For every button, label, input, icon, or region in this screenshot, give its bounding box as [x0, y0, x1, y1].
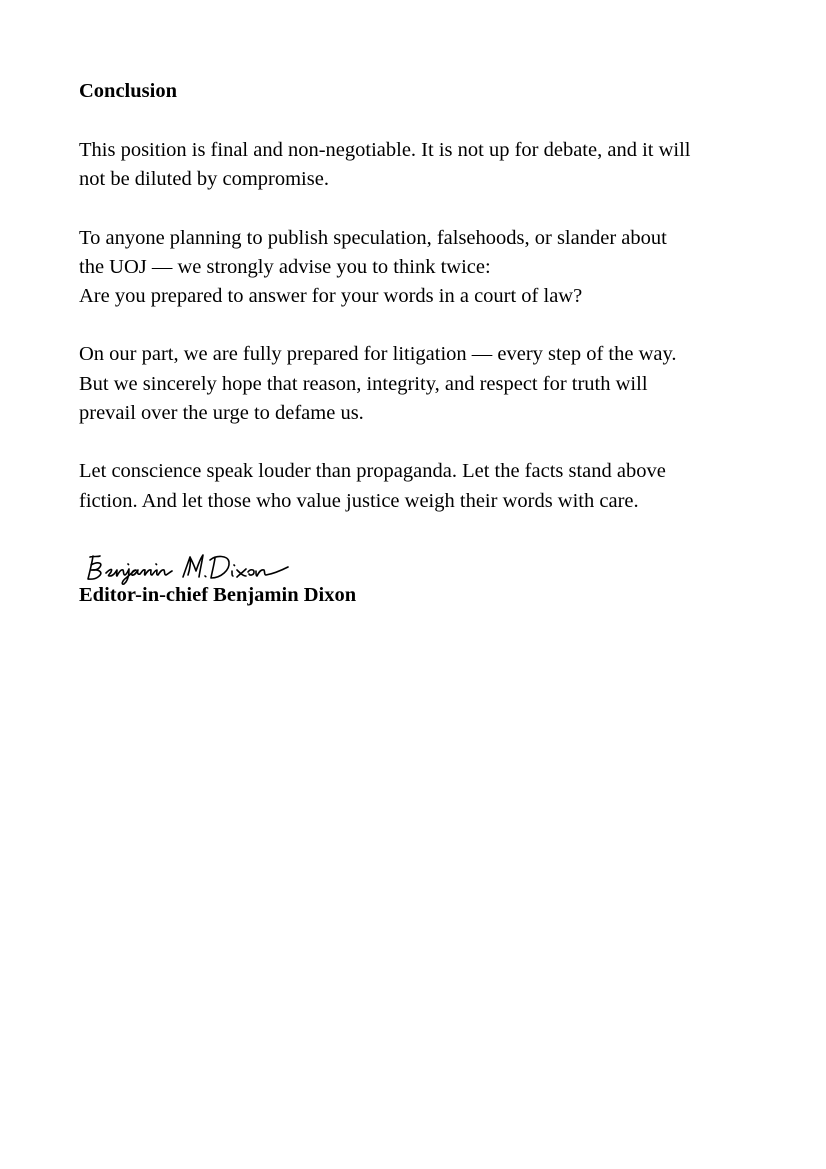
paragraph-line: This position is final and non-negotiable. It is not up for debate, and it will: [79, 139, 691, 161]
handwritten-signature: [82, 551, 297, 585]
paragraph-line: Let conscience speak louder than propaganda. Let the facts stand above: [79, 460, 666, 483]
signature-block: [79, 551, 759, 607]
paragraph-line: not be diluted by compromise.: [79, 168, 329, 191]
paragraph-line: Are you prepared to answer for your words in a court of law?: [79, 285, 583, 308]
paragraph-line: prevail over the urge to defame us.: [79, 402, 364, 425]
signer-name: Editor-in-chief Benjamin Dixon: [79, 583, 357, 606]
paragraph-line: On our part, we are fully prepared for litigation — every step of the way.: [79, 343, 677, 366]
paragraph-litigation: [79, 340, 759, 428]
paragraph-position: [79, 136, 759, 195]
paragraph-line: the UOJ — we strongly advise you to think twice:: [79, 255, 491, 278]
paragraph-line: fiction. And let those who value justice weigh their words with care.: [79, 489, 639, 512]
paragraph-warning: [79, 224, 759, 312]
paragraph-closing: [79, 457, 759, 516]
paragraph-line: But we sincerely hope that reason, integrity, and respect for truth will: [79, 372, 648, 395]
section-heading: Conclusion: [79, 80, 177, 102]
document-body: [79, 77, 759, 607]
paragraph-line: To anyone planning to publish speculation, falsehoods, or slander about: [79, 226, 667, 249]
